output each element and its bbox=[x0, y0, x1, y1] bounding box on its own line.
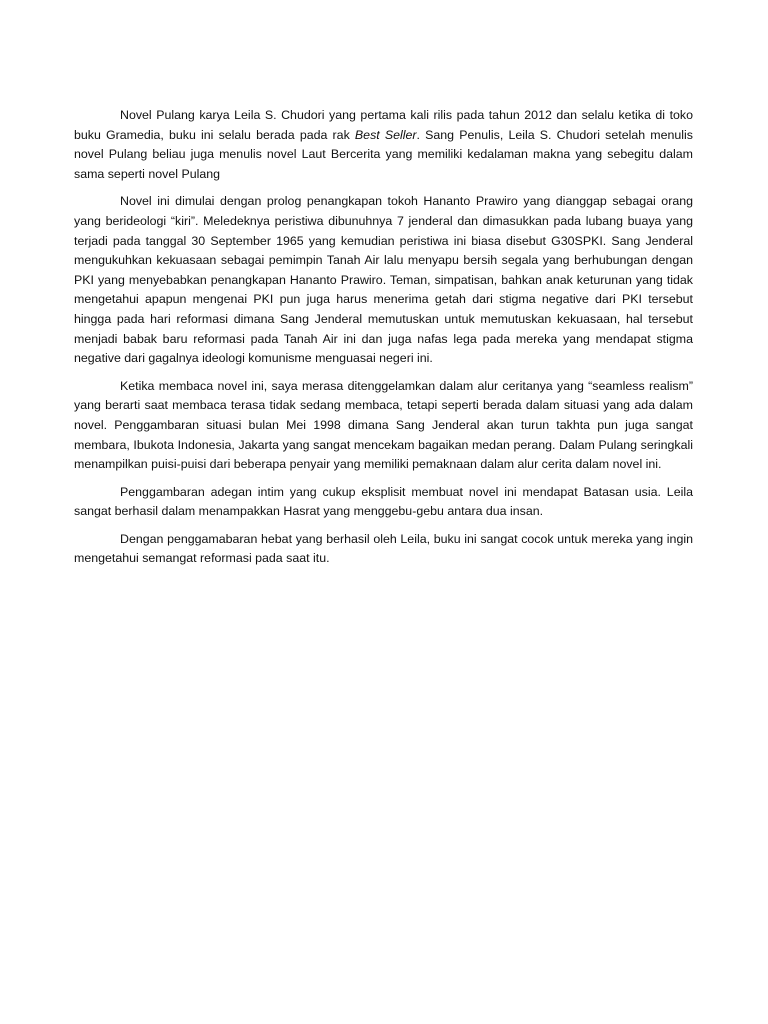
paragraph-intro-text-after: . Sang Penulis, Leila S. Chudori setelah menulis novel Pulang beliau juga menulis novel Laut Bercerita yang memiliki kedalaman makna yang sebegitu dalam sama seperti novel Pulang bbox=[74, 127, 693, 181]
paragraph-age-restriction: Penggambaran adegan intim yang cukup eksplisit membuat novel ini mendapat Batasan usia. Leila sangat berhasil dalam menampakkan Hasrat yang menggebu-gebu antara dua insan. bbox=[74, 484, 693, 519]
paragraph-conclusion: Dengan penggamabaran hebat yang berhasil oleh Leila, buku ini sangat cocok untuk mereka yang ingin mengetahui semangat reformasi pada saat itu. bbox=[74, 531, 693, 566]
paragraph-prolog: Novel ini dimulai dengan prolog penangkapan tokoh Hananto Prawiro yang dianggap sebagai orang yang berideologi “kiri”. Meledeknya peristiwa dibunuhnya 7 jenderal dan dimasukkan pada lubang buaya yang terjadi pada tanggal 30 September 1965 yang kemudian peristiwa ini biasa disebut G30SPKI. Sang Jenderal mengukuhkan kekuasaan sebagai pemimpin Tanah Air lalu menyapu bersih segala yang berhubungan dengan PKI yang menyebabkan penangkapan Hananto Prawiro. Teman, simpatisan, bahkan anak keturunan yang tidak mengetahui apapun mengenai PKI pun juga harus menerima getah dari stigma negative dari PKI tersebut hingga pada hari reformasi dimana Sang Jenderal memutuskan untuk memutuskan kekuasaan, hal tersebut menjadi babak baru reformasi pada Tanah Air ini dan juga nafas lega pada mereka yang mendapat stigma negative dari gagalnya ideologi komunisme menguasai negeri ini. bbox=[74, 194, 693, 366]
document-body bbox=[74, 106, 693, 577]
best-seller-emphasis: Best Seller bbox=[354, 127, 417, 142]
paragraph-intro-text-before: Novel Pulang karya Leila S. Chudori yang pertama kali rilis pada tahun 2012 dan selalu ketika di toko buku Gramedia, buku ini selalu berada pada rak bbox=[74, 108, 693, 142]
paragraph-intro bbox=[74, 106, 693, 184]
paragraph-reading-experience: Ketika membaca novel ini, saya merasa ditenggelamkan dalam alur ceritanya yang “seamless realism” yang berarti saat membaca terasa tidak sedang membaca, tetapi seperti berada dalam situasi yang ada dalam novel. Penggambaran situasi bulan Mei 1998 dimana Sang Jenderal akan turun takhta pun juga sangat membara, Ibukota Indonesia, Jakarta yang sangat mencekam bagaikan medan perang. Dalam Pulang seringkali menampilkan puisi-puisi dari beberapa penyair yang memiliki pemaknaan dalam alur cerita dalam novel ini. bbox=[74, 378, 693, 472]
